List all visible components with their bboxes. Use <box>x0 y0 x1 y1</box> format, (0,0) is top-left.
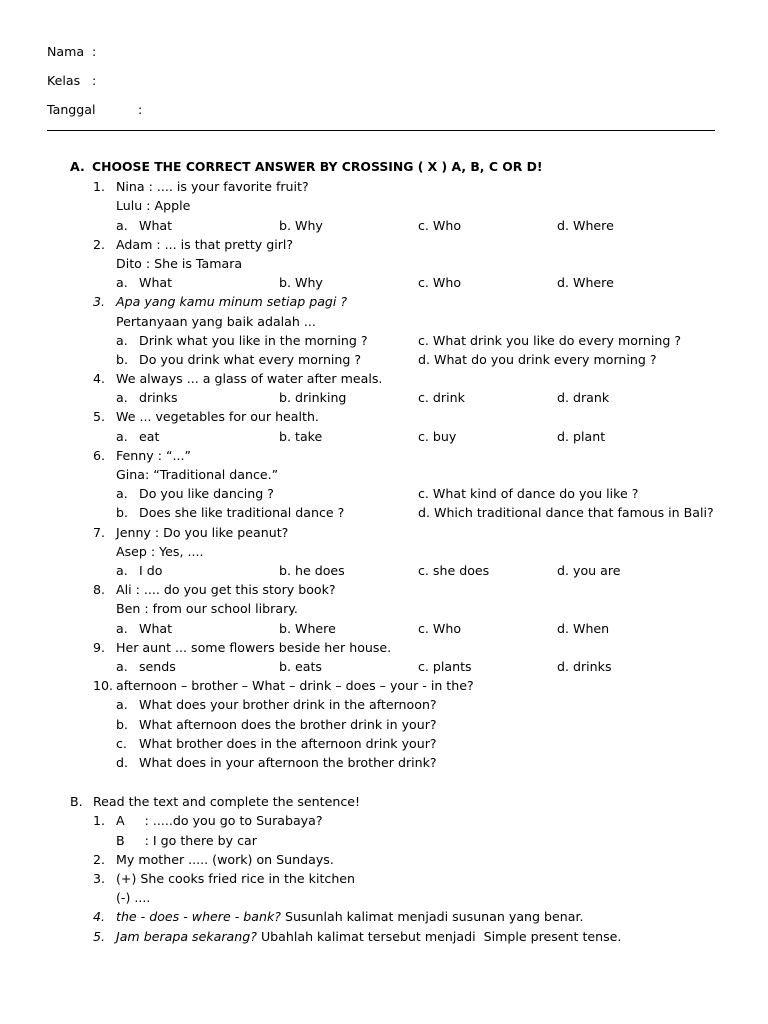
question-text: afternoon – brother – What – drink – does – your - in the? <box>116 678 474 693</box>
option-text: Do you drink what every morning ? <box>139 352 362 367</box>
option-letter: a. <box>116 275 128 290</box>
item-italic: Jam berapa sekarang? <box>116 929 257 944</box>
option-text: d. What do you drink every morning ? <box>418 352 657 367</box>
header-divider <box>47 130 715 131</box>
option-letter: a. <box>116 659 128 674</box>
section-a-letter: A. <box>70 159 85 174</box>
question-number: 6. <box>93 448 106 463</box>
section-b-letter: B. <box>70 794 83 809</box>
option-text: c. Who <box>418 621 462 636</box>
option-text: What afternoon does the brother drink in your? <box>139 717 437 732</box>
item-number: 2. <box>93 852 106 867</box>
question-text: Asep : Yes, .... <box>116 544 204 559</box>
option-text: What <box>139 275 173 290</box>
question-text: Ali : .... do you get this story book? <box>116 582 336 597</box>
kelas-label: Kelas <box>47 73 81 88</box>
option-text: c. What drink you like do every morning ? <box>418 333 682 348</box>
nama-colon: : <box>92 44 97 59</box>
item-text: (-) .... <box>116 890 151 905</box>
option-text: d. you are <box>557 563 621 578</box>
option-text: c. buy <box>418 429 457 444</box>
question-text: Dito : She is Tamara <box>116 256 243 271</box>
option-text: d. Which traditional dance that famous in Bali? <box>418 505 714 520</box>
option-text: d. When <box>557 621 610 636</box>
question-number: 3. <box>93 294 106 309</box>
question-text: Pertanyaan yang baik adalah ... <box>116 314 316 329</box>
option-text: c. drink <box>418 390 465 405</box>
question-text: Jenny : Do you like peanut? <box>116 525 289 540</box>
option-text: What does in your afternoon the brother drink? <box>139 755 437 770</box>
option-letter: c. <box>116 736 127 751</box>
item-rest: Susunlah kalimat menjadi susunan yang benar. <box>280 909 584 924</box>
nama-label: Nama <box>47 44 85 59</box>
item-number: 1. <box>93 813 106 828</box>
question-number: 5. <box>93 409 106 424</box>
section-b-title: Read the text and complete the sentence! <box>93 794 361 809</box>
question-number: 8. <box>93 582 106 597</box>
question-number: 10. <box>93 678 114 693</box>
option-text: b. take <box>279 429 323 444</box>
option-text: b. Why <box>279 218 323 233</box>
question-text: We ... vegetables for our health. <box>116 409 319 424</box>
item-text: A : .....do you go to Surabaya? <box>116 813 323 828</box>
option-text: What does your brother drink in the afternoon? <box>139 697 437 712</box>
item-text <box>116 931 621 944</box>
item-rest: Ubahlah kalimat tersebut menjadi Simple present tense. <box>256 929 622 944</box>
option-letter: a. <box>116 390 128 405</box>
question-text: Fenny : “...” <box>116 448 192 463</box>
question-text: Gina: “Traditional dance.” <box>116 467 279 482</box>
option-text: d. plant <box>557 429 606 444</box>
item-text: (+) She cooks fried rice in the kitchen <box>116 871 356 886</box>
option-letter: a. <box>116 486 128 501</box>
option-letter: b. <box>116 352 128 367</box>
option-text: sends <box>139 659 176 674</box>
option-text: b. he does <box>279 563 345 578</box>
option-text: b. drinking <box>279 390 347 405</box>
option-text: Does she like traditional dance ? <box>139 505 345 520</box>
option-text: d. drinks <box>557 659 612 674</box>
section-a-title: CHOOSE THE CORRECT ANSWER BY CROSSING ( X ) A, B, C OR D! <box>92 159 543 174</box>
option-text: What brother does in the afternoon drink your? <box>139 736 437 751</box>
option-text: b. Where <box>279 621 336 636</box>
item-text <box>116 911 583 924</box>
item-text: My mother ..... (work) on Sundays. <box>116 852 334 867</box>
item-number: 5. <box>93 929 106 944</box>
question-text: Her aunt ... some flowers beside her house. <box>116 640 392 655</box>
question-number: 9. <box>93 640 106 655</box>
option-letter: a. <box>116 697 128 712</box>
option-text: c. Who <box>418 218 462 233</box>
question-text: Ben : from our school library. <box>116 601 298 616</box>
option-letter: b. <box>116 505 128 520</box>
question-number: 7. <box>93 525 106 540</box>
option-text: I do <box>139 563 163 578</box>
option-letter: d. <box>116 755 128 770</box>
question-number: 1. <box>93 179 106 194</box>
tanggal-label: Tanggal <box>47 102 96 117</box>
question-text: Apa yang kamu minum setiap pagi ? <box>116 294 348 309</box>
question-text: Adam : ... is that pretty girl? <box>116 237 294 252</box>
question-text: Nina : .... is your favorite fruit? <box>116 179 309 194</box>
option-text: What <box>139 621 173 636</box>
option-text: c. Who <box>418 275 462 290</box>
option-letter: a. <box>116 429 128 444</box>
option-text: Do you like dancing ? <box>139 486 274 501</box>
option-text: What <box>139 218 173 233</box>
option-text: drinks <box>139 390 178 405</box>
item-number: 4. <box>93 909 106 924</box>
option-text: c. plants <box>418 659 472 674</box>
option-text: c. What kind of dance do you like ? <box>418 486 639 501</box>
option-letter: a. <box>116 563 128 578</box>
question-number: 4. <box>93 371 106 386</box>
option-text: b. Why <box>279 275 323 290</box>
item-number: 3. <box>93 871 106 886</box>
question-text: Lulu : Apple <box>116 198 191 213</box>
option-letter: b. <box>116 717 128 732</box>
item-italic: the - does - where - bank? <box>116 909 281 924</box>
option-text: eat <box>139 429 160 444</box>
item-text: B : I go there by car <box>116 833 257 848</box>
option-letter: a. <box>116 333 128 348</box>
option-text: d. drank <box>557 390 610 405</box>
option-text: b. eats <box>279 659 322 674</box>
kelas-colon: : <box>92 73 97 88</box>
question-number: 2. <box>93 237 106 252</box>
option-text: c. she does <box>418 563 490 578</box>
option-letter: a. <box>116 621 128 636</box>
option-text: Drink what you like in the morning ? <box>139 333 368 348</box>
option-text: d. Where <box>557 275 614 290</box>
question-text: We always ... a glass of water after meals. <box>116 371 383 386</box>
tanggal-colon: : <box>138 102 143 117</box>
option-letter: a. <box>116 218 128 233</box>
option-text: d. Where <box>557 218 614 233</box>
